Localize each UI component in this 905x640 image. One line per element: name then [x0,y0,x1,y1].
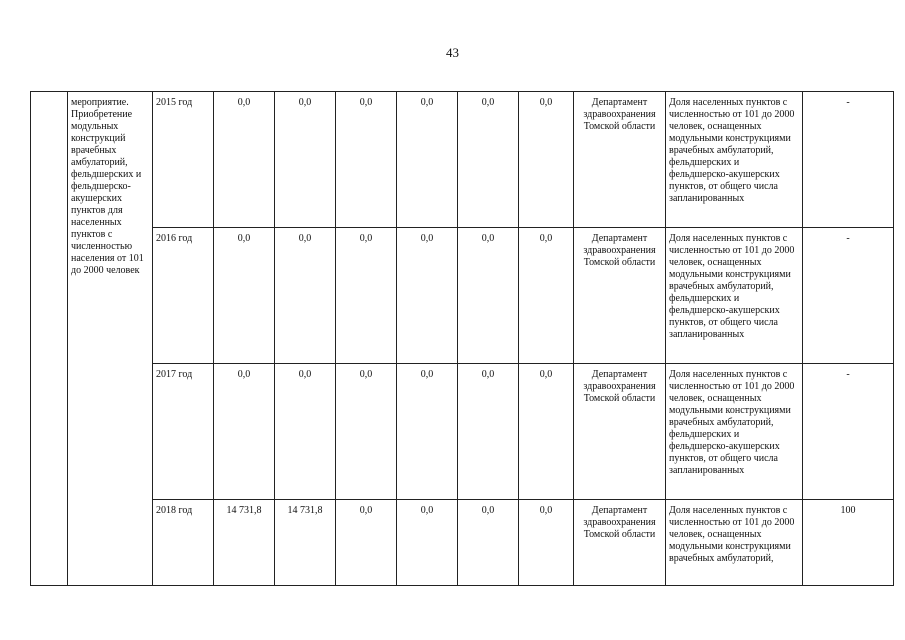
value-cell: 0,0 [214,92,275,228]
page-number: 43 [446,45,459,60]
indicator-text: Доля населенных пунктов с численностью от 101 до 2000 человек, оснащенных модульными конструкциями врачебных амбулаторий, фельдшерских и фельдшерско-акушерских пунктов, от общего числа запланированных [669,233,795,340]
value-cell: 14 731,8 [275,500,336,586]
table-row [31,364,894,500]
value-cell: 0,0 [458,92,519,228]
target-value-cell: - [803,92,894,228]
department-cell: Департамент здравоохранения Томской области [574,500,666,586]
value-cell: 0,0 [519,364,574,500]
value-cell: 0,0 [397,500,458,586]
value-cell: 0,0 [519,228,574,364]
value-cell: 0,0 [519,500,574,586]
year-cell: 2017 год [153,364,214,500]
value-cell: 0,0 [397,364,458,500]
value-cell: 0,0 [214,364,275,500]
program-table [30,91,894,586]
event-description-cell: мероприятие. Приобретение модульных конструкций врачебных амбулаторий, фельдшерских и фельдшерско-акушерских пунктов для населенных пунктов с численностью населения от 101 до 2000 человек [68,92,153,586]
target-value-cell: - [803,364,894,500]
year-cell: 2015 год [153,92,214,228]
indicator-text: Доля населенных пунктов с численностью от 101 до 2000 человек, оснащенных модульными конструкциями врачебных амбулаторий, фельдшерских и фельдшерско-акушерских пунктов, от общего числа запланированных [669,97,795,204]
table-row [31,500,894,586]
indicator-cell [666,500,803,586]
value-cell: 0,0 [397,92,458,228]
value-cell: 0,0 [336,364,397,500]
value-cell: 0,0 [336,500,397,586]
value-cell: 0,0 [214,228,275,364]
table-row [31,228,894,364]
indicator-cell [666,364,803,500]
value-cell: 0,0 [275,364,336,500]
value-cell: 0,0 [458,364,519,500]
value-cell: 14 731,8 [214,500,275,586]
target-value-cell: - [803,228,894,364]
table-row [31,92,894,228]
value-cell: 0,0 [275,228,336,364]
department-cell: Департамент здравоохранения Томской области [574,364,666,500]
indicator-text: Доля населенных пунктов с численностью от 101 до 2000 человек, оснащенных модульными конструкциями врачебных амбулаторий, [669,505,795,564]
value-cell: 0,0 [336,92,397,228]
indicator-text: Доля населенных пунктов с численностью от 101 до 2000 человек, оснащенных модульными конструкциями врачебных амбулаторий, фельдшерских и фельдшерско-акушерских пунктов, от общего числа запланированных [669,369,795,476]
year-cell: 2018 год [153,500,214,586]
row-number-cell [31,92,68,586]
value-cell: 0,0 [397,228,458,364]
target-value-cell: 100 [803,500,894,586]
value-cell: 0,0 [336,228,397,364]
department-cell: Департамент здравоохранения Томской области [574,92,666,228]
department-cell: Департамент здравоохранения Томской области [574,228,666,364]
year-cell: 2016 год [153,228,214,364]
indicator-cell [666,92,803,228]
value-cell: 0,0 [458,500,519,586]
indicator-cell [666,228,803,364]
value-cell: 0,0 [519,92,574,228]
value-cell: 0,0 [458,228,519,364]
value-cell: 0,0 [275,92,336,228]
